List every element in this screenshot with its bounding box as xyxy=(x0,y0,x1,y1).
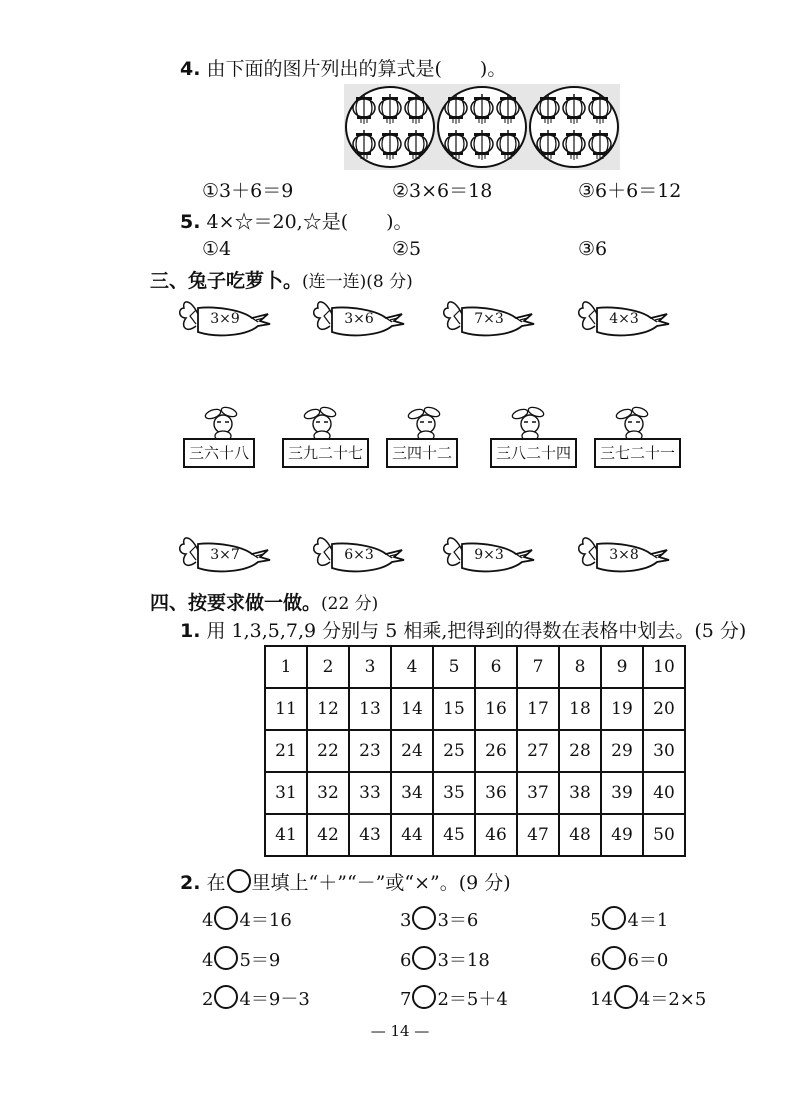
operator-blank-circle-icon[interactable] xyxy=(412,906,436,930)
rabbit-5[interactable] xyxy=(594,406,690,478)
grid-cell[interactable]: 47 xyxy=(517,814,559,856)
carrot-label: 7×3 xyxy=(474,311,504,327)
carrot-label: 3×9 xyxy=(210,311,240,327)
grid-cell[interactable]: 16 xyxy=(475,688,517,730)
rabbit-label-box: 三七二十一 xyxy=(594,438,681,468)
carrot-2[interactable] xyxy=(310,532,406,582)
grid-cell[interactable]: 10 xyxy=(643,646,685,688)
equation-left-operand: 2 xyxy=(202,989,214,1010)
grid-cell[interactable]: 28 xyxy=(559,730,601,772)
question-4-1-text: 用 1,3,5,7,9 分别与 5 相乘,把得到的得数在表格中划去。(5 分) xyxy=(206,620,747,642)
grid-cell[interactable]: 36 xyxy=(475,772,517,814)
fill-equation xyxy=(202,985,310,1011)
question-4 xyxy=(180,54,506,81)
operator-blank-circle-icon[interactable] xyxy=(214,985,238,1009)
question-4-2-pre: 在 xyxy=(206,872,226,894)
grid-cell[interactable]: 8 xyxy=(559,646,601,688)
grid-cell[interactable]: 21 xyxy=(265,730,307,772)
grid-cell[interactable]: 42 xyxy=(307,814,349,856)
rabbit-3[interactable] xyxy=(386,406,482,478)
grid-cell[interactable]: 4 xyxy=(391,646,433,688)
operator-blank-circle-icon[interactable] xyxy=(214,906,238,930)
grid-cell[interactable]: 30 xyxy=(643,730,685,772)
equation-rest: 6＝0 xyxy=(627,950,669,971)
fill-equation xyxy=(590,906,668,932)
equation-left-operand: 14 xyxy=(590,989,613,1010)
question-4-1-number: 1. xyxy=(180,620,201,642)
grid-row xyxy=(265,646,685,688)
q4-option-2[interactable]: ②3×6＝18 xyxy=(392,180,493,202)
q4-option-3[interactable]: ③6＋6＝12 xyxy=(578,180,682,202)
grid-cell[interactable]: 37 xyxy=(517,772,559,814)
grid-cell[interactable]: 22 xyxy=(307,730,349,772)
q5-option-2[interactable]: ②5 xyxy=(392,238,422,260)
rabbit-label-box: 三九二十七 xyxy=(282,438,369,468)
carrot-label: 4×3 xyxy=(609,311,639,327)
grid-cell[interactable]: 2 xyxy=(307,646,349,688)
rabbit-label-box: 三八二十四 xyxy=(490,438,577,468)
grid-cell[interactable]: 40 xyxy=(643,772,685,814)
q5-option-3[interactable]: ③6 xyxy=(578,238,608,260)
question-5-text: 4×☆＝20,☆是( )。 xyxy=(206,211,413,233)
equation-left-operand: 4 xyxy=(202,950,214,971)
fill-equation xyxy=(400,946,490,972)
equation-left-operand: 7 xyxy=(400,989,412,1010)
grid-cell[interactable]: 38 xyxy=(559,772,601,814)
question-4-text: 由下面的图片列出的算式是( )。 xyxy=(206,58,507,80)
equation-rest: 4＝2×5 xyxy=(638,989,707,1010)
rabbit-icon xyxy=(386,406,482,440)
grid-cell[interactable]: 9 xyxy=(601,646,643,688)
equation-left-operand: 6 xyxy=(400,950,412,971)
question-4-2-number: 2. xyxy=(180,872,201,894)
equation-rest: 5＝9 xyxy=(239,950,281,971)
grid-cell[interactable]: 11 xyxy=(265,688,307,730)
grid-cell[interactable]: 35 xyxy=(433,772,475,814)
operator-blank-circle-icon[interactable] xyxy=(412,946,436,970)
carrot-3[interactable] xyxy=(440,532,536,582)
section-4-heading xyxy=(150,588,378,615)
grid-cell[interactable]: 17 xyxy=(517,688,559,730)
question-4-2-text: 里填上“＋”“－”或“×”。(9 分) xyxy=(251,872,511,894)
lantern-groups-image xyxy=(344,84,620,170)
carrot-label: 6×3 xyxy=(344,547,374,563)
rabbit-1[interactable] xyxy=(183,406,279,478)
grid-cell[interactable]: 12 xyxy=(307,688,349,730)
fill-equation xyxy=(202,946,280,972)
fill-equation xyxy=(590,985,706,1011)
equation-rest: 2＝5＋4 xyxy=(437,989,508,1010)
grid-cell[interactable]: 44 xyxy=(391,814,433,856)
fill-equation xyxy=(202,906,292,932)
equation-rest: 4＝9－3 xyxy=(239,989,310,1010)
grid-cell[interactable]: 14 xyxy=(391,688,433,730)
grid-cell[interactable]: 20 xyxy=(643,688,685,730)
carrot-4[interactable] xyxy=(575,296,671,346)
grid-cell[interactable]: 7 xyxy=(517,646,559,688)
carrot-label: 3×6 xyxy=(344,311,374,327)
carrot-label: 3×7 xyxy=(210,547,240,563)
grid-cell[interactable]: 29 xyxy=(601,730,643,772)
q4-option-1[interactable]: ①3＋6＝9 xyxy=(202,180,294,202)
question-4-number: 4. xyxy=(180,58,201,80)
rabbit-icon xyxy=(183,406,279,440)
grid-cell[interactable]: 45 xyxy=(433,814,475,856)
section-4-subtitle: (22 分) xyxy=(321,594,379,614)
grid-cell[interactable]: 48 xyxy=(559,814,601,856)
question-4-1 xyxy=(180,616,746,643)
grid-cell[interactable]: 26 xyxy=(475,730,517,772)
operator-blank-circle-icon[interactable] xyxy=(602,906,626,930)
grid-cell[interactable]: 32 xyxy=(307,772,349,814)
equation-rest: 3＝18 xyxy=(437,950,490,971)
grid-cell[interactable]: 6 xyxy=(475,646,517,688)
grid-row xyxy=(265,688,685,730)
rabbit-icon xyxy=(490,406,586,440)
equation-rest: 4＝16 xyxy=(239,910,292,931)
equation-left-operand: 3 xyxy=(400,910,412,931)
grid-cell[interactable]: 49 xyxy=(601,814,643,856)
grid-cell[interactable]: 43 xyxy=(349,814,391,856)
question-5 xyxy=(180,207,413,234)
section-3-subtitle: (连一连)(8 分) xyxy=(302,272,413,292)
equation-rest: 4＝1 xyxy=(627,910,669,931)
question-5-number: 5. xyxy=(180,211,201,233)
grid-cell[interactable]: 39 xyxy=(601,772,643,814)
carrot-1[interactable] xyxy=(176,532,272,582)
equation-left-operand: 6 xyxy=(590,950,602,971)
section-3-title: 三、兔子吃萝卜。 xyxy=(150,270,303,292)
grid-cell[interactable]: 41 xyxy=(265,814,307,856)
fill-equation xyxy=(590,946,668,972)
grid-row xyxy=(265,814,685,856)
grid-row xyxy=(265,772,685,814)
operator-blank-circle-icon[interactable] xyxy=(412,985,436,1009)
grid-cell[interactable]: 24 xyxy=(391,730,433,772)
section-4-title: 四、按要求做一做。 xyxy=(150,592,322,614)
rabbit-label-box: 三四十二 xyxy=(386,438,458,468)
blank-circle-icon xyxy=(227,869,251,893)
grid-cell[interactable]: 31 xyxy=(265,772,307,814)
grid-cell[interactable]: 27 xyxy=(517,730,559,772)
equation-rest: 3＝6 xyxy=(437,910,479,931)
question-4-2 xyxy=(180,868,511,895)
grid-cell[interactable]: 34 xyxy=(391,772,433,814)
rabbit-4[interactable] xyxy=(490,406,586,478)
carrot-label: 3×8 xyxy=(609,547,639,563)
rabbit-label-box: 三六十八 xyxy=(183,438,255,468)
operator-blank-circle-icon[interactable] xyxy=(602,946,626,970)
carrot-3[interactable] xyxy=(440,296,536,346)
grid-cell[interactable]: 25 xyxy=(433,730,475,772)
carrot-1[interactable] xyxy=(176,296,272,346)
grid-cell[interactable]: 23 xyxy=(349,730,391,772)
grid-cell[interactable]: 19 xyxy=(601,688,643,730)
grid-cell[interactable]: 3 xyxy=(349,646,391,688)
equation-left-operand: 4 xyxy=(202,910,214,931)
grid-cell[interactable]: 18 xyxy=(559,688,601,730)
operator-blank-circle-icon[interactable] xyxy=(214,946,238,970)
grid-cell[interactable]: 33 xyxy=(349,772,391,814)
rabbit-2[interactable] xyxy=(282,406,378,478)
grid-cell[interactable]: 1 xyxy=(265,646,307,688)
carrot-4[interactable] xyxy=(575,532,671,582)
rabbit-icon xyxy=(594,406,690,440)
grid-row xyxy=(265,730,685,772)
rabbit-icon xyxy=(282,406,378,440)
fill-equation xyxy=(400,985,508,1011)
q5-option-1[interactable]: ①4 xyxy=(202,238,232,260)
carrot-label: 9×3 xyxy=(474,547,504,563)
grid-cell[interactable]: 46 xyxy=(475,814,517,856)
section-3-heading xyxy=(150,266,413,293)
page-number: — 14 — xyxy=(370,1022,430,1040)
grid-cell[interactable]: 5 xyxy=(433,646,475,688)
grid-cell[interactable]: 50 xyxy=(643,814,685,856)
fill-equation xyxy=(400,906,478,932)
number-grid xyxy=(264,645,686,857)
equation-left-operand: 5 xyxy=(590,910,602,931)
grid-cell[interactable]: 13 xyxy=(349,688,391,730)
grid-cell[interactable]: 15 xyxy=(433,688,475,730)
operator-blank-circle-icon[interactable] xyxy=(614,985,638,1009)
carrot-2[interactable] xyxy=(310,296,406,346)
